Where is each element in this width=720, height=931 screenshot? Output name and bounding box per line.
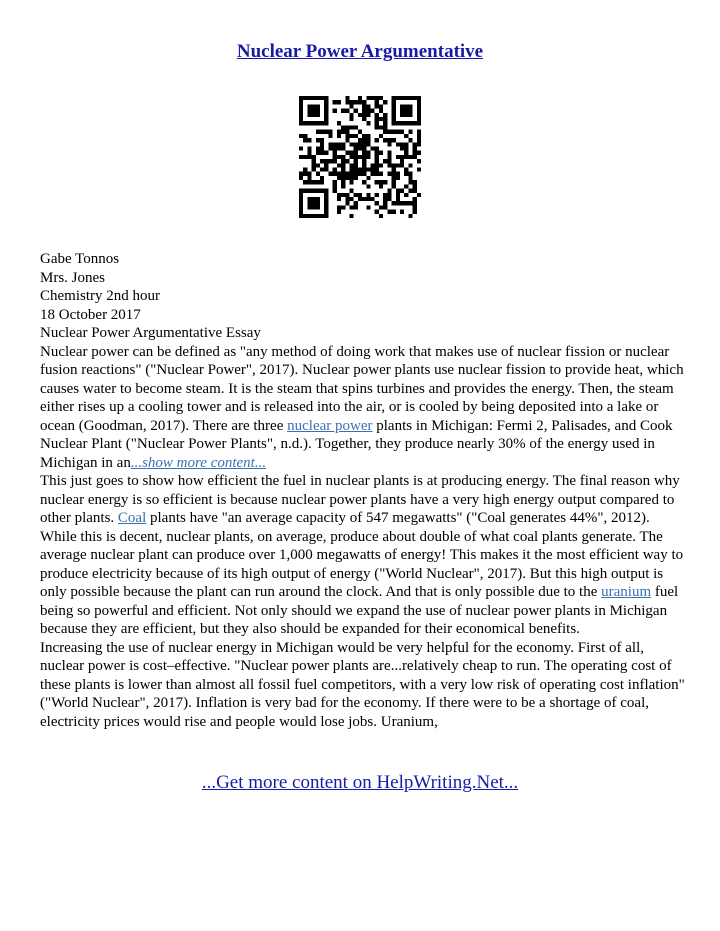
essay-title: Nuclear Power Argumentative Essay xyxy=(40,325,261,341)
coal-link[interactable]: Coal xyxy=(117,510,147,526)
paragraph-2-text-a: This just goes to show how efficient the fuel in nuclear plants is at producing energy. The final reason why nuclear energy is so efficient is because nuclear power plants have a very high energy output compared to other plants. xyxy=(40,473,680,526)
footer xyxy=(0,771,720,795)
paragraph-3: Increasing the use of nuclear energy in Michigan would be very helpful for the economy. First of all, nuclear power is cost–effective. "Nuclear power plants are...relatively cheap to run. The operating cost of these plants is lower than almost all fossil fuel competitors, with a very low risk of operating cost inflation" ("World Nuclear", 2017). Inflation is very bad for the economy. If there were to be a shortage of coal, electricity prices would rise and people would lose jobs. Uranium, xyxy=(40,639,685,730)
essay-body xyxy=(40,250,686,731)
qr-code-icon xyxy=(299,96,421,218)
paragraph-1-text-a: Nuclear power can be defined as "any method of doing work that makes use of nuclear fission or nuclear fusion reactions" ("Nuclear Power", 2017). Nuclear power plants use nuclear fission to provide heat, which causes water to become steam. It is the steam that spins turbines and provides the energy. Then, the steam either rises up a cooling tower and is released into the air, or is cooled by being deposited into a lake or ocean (Goodman, 2017). There are three xyxy=(40,343,684,434)
paragraph-2-text-c: fuel being so powerful and efficient. Not only should we expand the use of nuclear power plants in Michigan because they are efficient, but they also should be expanded for their economical benefits. xyxy=(40,584,679,637)
paragraph-1 xyxy=(40,343,686,473)
paragraph-2 xyxy=(40,472,686,639)
essay-date: 18 October 2017 xyxy=(40,306,141,323)
paragraph-1-text-b: plants in Michigan: Fermi 2, Palisades, and Cook Nuclear Plant ("Nuclear Power Plants", n.d.). Together, they produce nearly 30% of the energy used in Michigan in an xyxy=(40,417,673,471)
show-more-content-link[interactable]: ...show more content... xyxy=(130,454,267,471)
class-name: Chemistry 2nd hour xyxy=(40,288,160,304)
author-name: Gabe Tonnos xyxy=(40,251,120,267)
title-link[interactable]: Nuclear Power Argumentative xyxy=(236,41,484,62)
nuclear-power-link[interactable]: nuclear power xyxy=(287,417,373,434)
essay-header xyxy=(40,250,686,343)
uranium-link[interactable]: uranium xyxy=(601,584,652,600)
teacher-name: Mrs. Jones xyxy=(40,269,106,286)
get-more-content-link[interactable]: ...Get more content on HelpWriting.Net... xyxy=(201,772,519,793)
paragraph-2-text-b: plants have "an average capacity of 547 megawatts" ("Coal generates 44%", 2012). While this is decent, nuclear plants, on average, produce about double of what coal plants generate. The average nuclear plant can produce over 1,000 megawatts of energy! This makes it the most efficient way to produce electricity because of its high output of energy ("World Nuclear", 2017). But this high output is only possible because the plant can run around the clock. And that is only possible due to the xyxy=(40,510,684,600)
page-title xyxy=(0,40,720,64)
